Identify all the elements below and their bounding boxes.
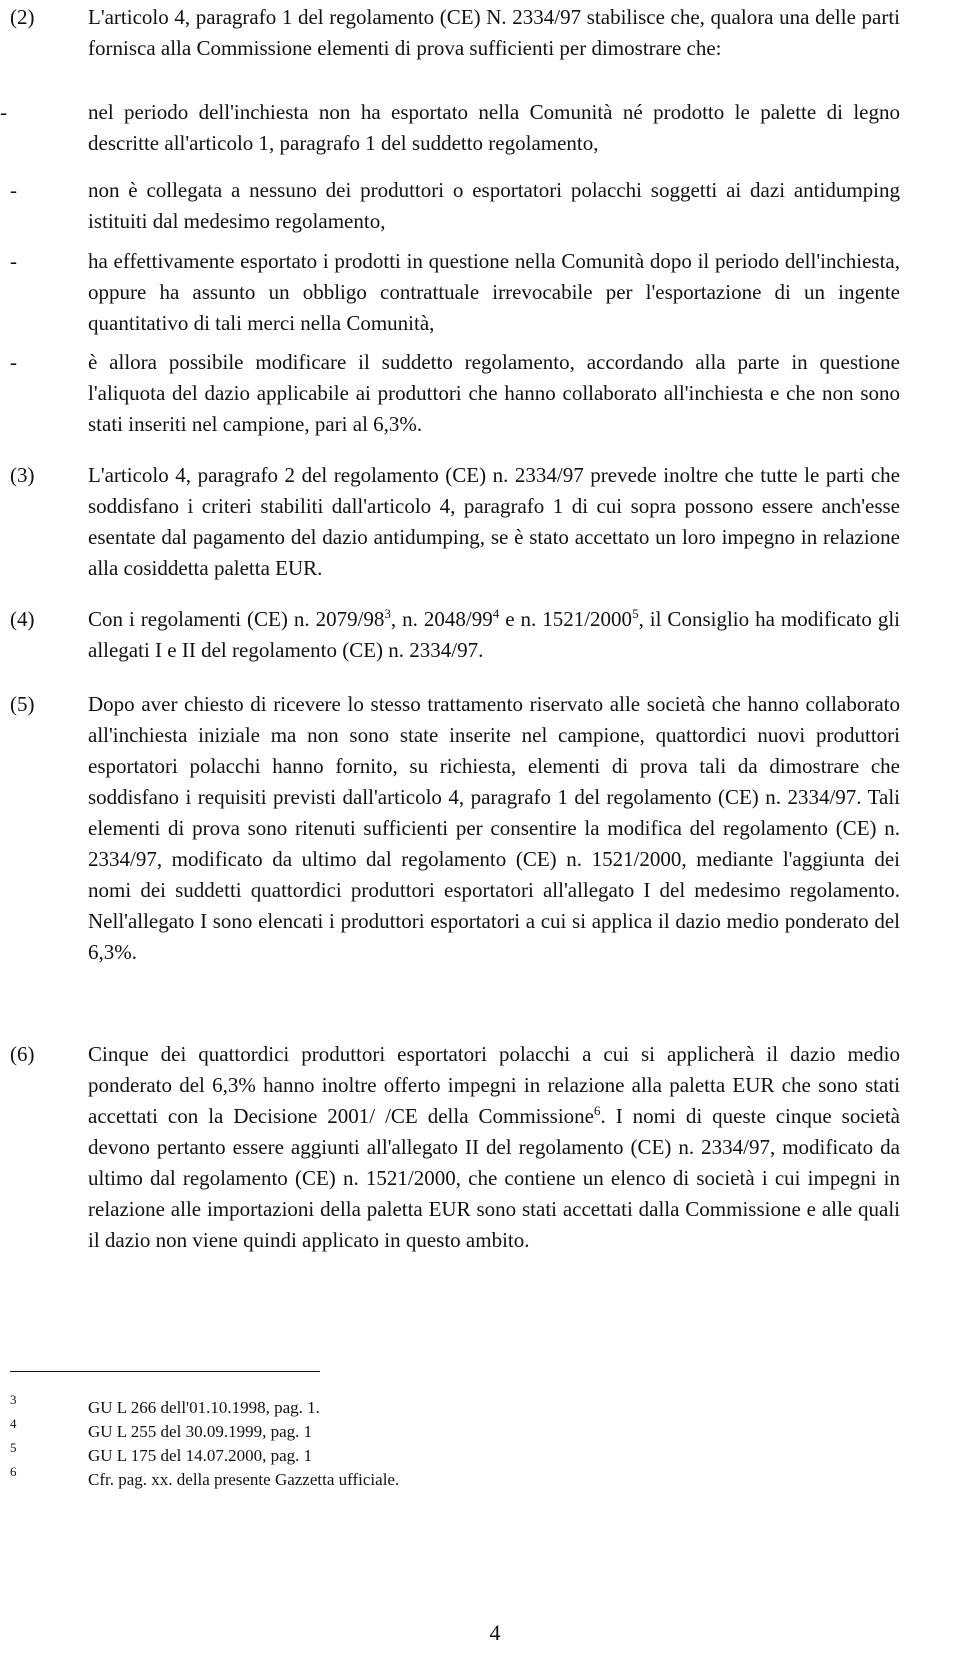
footnote-number: 3	[10, 1392, 17, 1407]
paragraph-text: Cinque dei quattordici produttori esportatori polacchi a cui si applicherà il dazio medio ponderato del 6,3% hanno inoltre offerto impegni in relazione alla paletta EUR che sono stati accettati con la Decisione 2001/ /CE della Commissione$^6$. I nomi di queste cinque società devono pertanto essere aggiunti all'allegato II del regolamento (CE) n. 2334/97, modificato da ultimo dal regolamento (CE) n. 1521/2000, che contiene un elenco di società i cui impegni in relazione alle importazioni della paletta EUR sono stati accettati dalla Commissione e alle quali il dazio non viene quindi applicato in questo ambito.	[88, 1042, 900, 1252]
footnote-ref: 5	[632, 606, 639, 621]
footnote-text: Cfr. pag. xx. della presente Gazzetta ufficiale.	[88, 1470, 400, 1489]
paragraph-text: L'articolo 4, paragrafo 2 del regolamento (CE) n. 2334/97 prevede inoltre che tutte le parti che soddisfano i criteri stabiliti dall'articolo 4, paragrafo 1 di cui sopra possono essere anch'esse esentate dal pagamento del dazio antidumping, se è stato accettato un loro impegno in relazione alla cosiddetta paletta EUR.	[88, 463, 900, 580]
paragraph-text: Dopo aver chiesto di ricevere lo stesso trattamento riservato alle società che hanno collaborato all'inchiesta iniziale ma non sono state inserite nel campione, quattordici nuovi produttori esportatori polacchi hanno fornito, su richiesta, elementi di prova tali da dimostrare che soddisfano i requisiti previsti dall'articolo 4, paragrafo 1 del regolamento (CE) n. 2334/97. Tali elementi di prova sono ritenuti sufficienti per consentire la modifica del regolamento (CE) n. 2334/97, modificato da ultimo dal regolamento (CE) n. 1521/2000, mediante l'aggiunta dei nomi dei suddetti quattordici produttori esportatori all'allegato I del medesimo regolamento. Nell'allegato I sono elencati i produttori esportatori a cui si applica il dazio medio ponderato del 6,3%.	[88, 692, 900, 964]
paragraph-text: L'articolo 4, paragrafo 1 del regolamento (CE) N. 2334/97 stabilisce che, qualora una delle parti fornisca alla Commissione elementi di prova sufficienti per dimostrare che:	[88, 5, 900, 60]
footnote-number: 5	[10, 1440, 17, 1455]
footnote-text: GU L 266 dell'01.10.1998, pag. 1.	[88, 1398, 320, 1417]
footnote-ref: 6	[594, 1103, 601, 1118]
bullet-text: ha effettivamente esportato i prodotti in questione nella Comunità dopo il periodo dell'inchiesta, oppure ha assunto un obbligo contrattuale irrevocabile per l'esportazione di un ingente quantitativo di tali merci nella Comunità,	[88, 249, 900, 335]
bullet-dash: -	[10, 178, 17, 202]
paragraph-text: Con i regolamenti (CE) n. $2079/98^3$, n. $2048/99^4$ e n. 1521/2000$^5$, il Consiglio ha modificato gli allegati I e II del regolamento (CE) n. 2334/97.	[88, 606, 901, 662]
paragraph-number: (2)	[10, 5, 35, 29]
bullet-dash: -	[0, 100, 7, 124]
footnote-ref: 3	[384, 606, 391, 621]
footnote-separator	[10, 1371, 320, 1372]
footnote-text: GU L 255 del 30.09.1999, pag. 1	[88, 1422, 313, 1441]
paragraph-number: (6)	[10, 1042, 35, 1066]
paragraph-number: (4)	[10, 607, 35, 631]
bullet-text: non è collegata a nessuno dei produttori o esportatori polacchi soggetti ai dazi antidumping istituiti dal medesimo regolamento,	[88, 178, 900, 233]
footnote-text: GU L 175 del 14.07.2000, pag. 1	[88, 1446, 313, 1465]
bullet-text: nel periodo dell'inchiesta non ha esportato nella Comunità né prodotto le palette di legno descritte all'articolo 1, paragrafo 1 del suddetto regolamento,	[88, 100, 900, 155]
bullet-text: è allora possibile modificare il suddetto regolamento, accordando alla parte in questione l'aliquota del dazio applicabile ai produttori che hanno collaborato all'inchiesta e che non sono stati inseriti nel campione, pari al 6,3%.	[88, 350, 900, 436]
bullet-dash: -	[10, 249, 17, 273]
paragraph-number: (5)	[10, 692, 35, 716]
footnote-number: 4	[10, 1416, 17, 1431]
footnote-number: 6	[10, 1464, 17, 1479]
bullet-dash: -	[10, 350, 17, 374]
footnote-ref: 4	[492, 606, 500, 621]
page-number: 4	[489, 1620, 501, 1645]
paragraph-number: (3)	[10, 463, 35, 487]
